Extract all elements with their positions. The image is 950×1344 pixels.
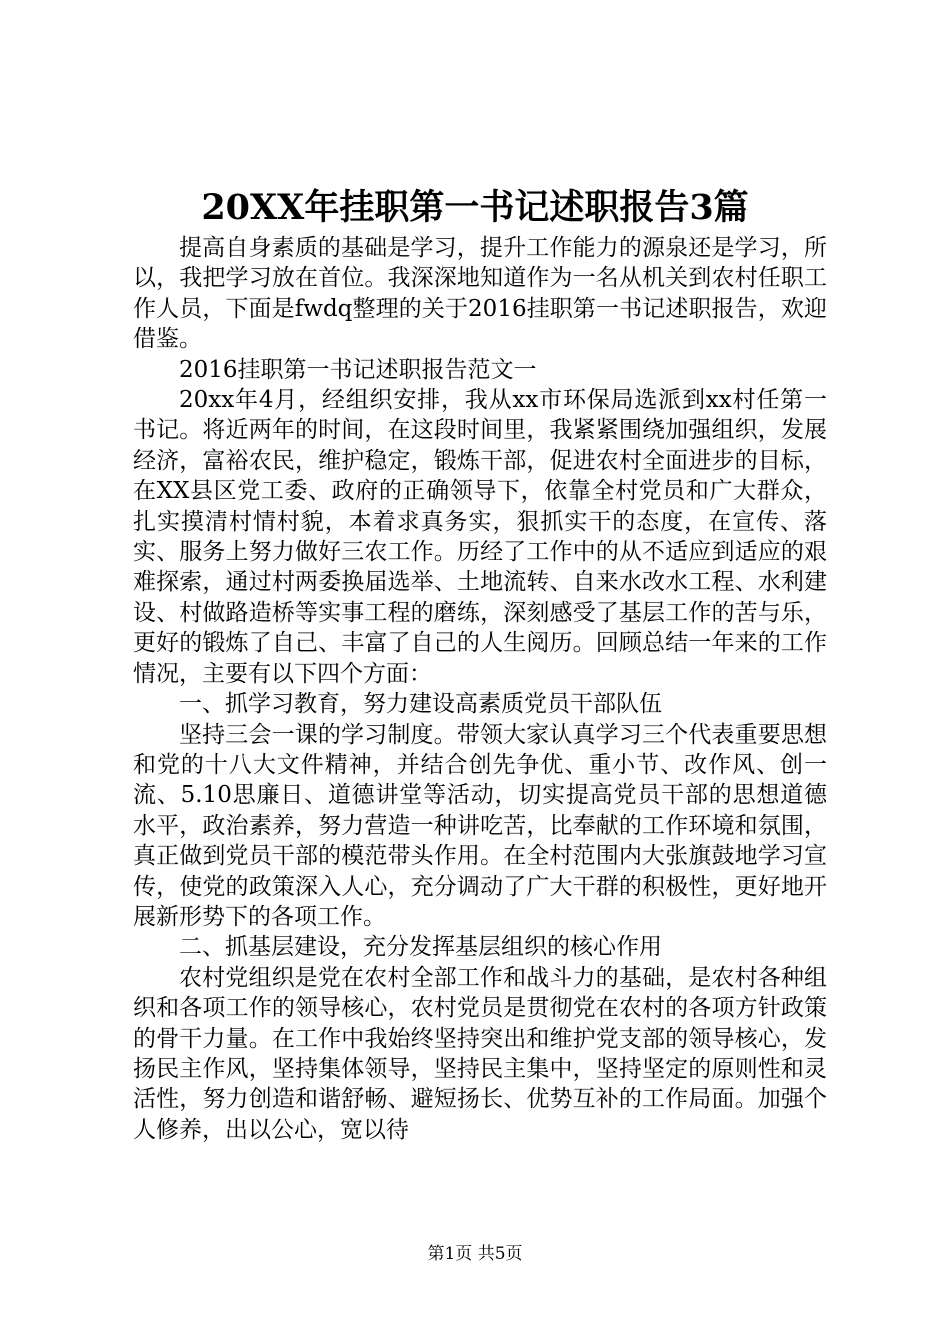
section-heading-study: 一、抓学习教育，努力建设高素质党员干部队伍 xyxy=(179,691,662,718)
page-number-footer: 第1页 共5页 xyxy=(427,1244,523,1264)
section-heading-grassroots: 二、抓基层建设，充分发挥基层组织的核心作用 xyxy=(179,934,662,961)
body-paragraph: 20xx年4月，经组织安排，我从xx市环保局选派到xx村任第一书记。将近两年的时间，在这段时间里，我紧紧围绕加强组织，发展经济，富裕农民，维护稳定，锻炼干部，促进农村全面进步的目标，在XX县区党工委、政府的正确领导下，依靠全村党员和广大群众，扎实摸清村情村貌，本着求真务实，狠抓实干的态度，在宣传、落实、服务上努力做好三农工作。历经了工作中的从不适应到适应的艰难探索，通过村两委换届选举、土地流转、自来水改水工程、水利建设、村做路造桥等实事工程的磨练，深刻感受了基层工作的苦与乐，更好的锻炼了自己、丰富了自己的人生阅历。回顾总结一年来的工作情况，主要有以下四个方面： xyxy=(133,387,827,687)
intro-paragraph: 提高自身素质的基础是学习，提升工作能力的源泉还是学习，所以，我把学习放在首位。我深深地知道作为一名从机关到农村任职工作人员，下面是fwdq整理的关于2016挂职第一书记述职报告，欢迎借鉴。 xyxy=(133,235,827,353)
body-paragraph: 农村党组织是党在农村全部工作和战斗力的基础，是农村各种组织和各项工作的领导核心，农村党员是贯彻党在农村的各项方针政策的骨干力量。在工作中我始终坚持突出和维护党支部的领导核心，发扬民主作风，坚持集体领导，坚持民主集中，坚持坚定的原则性和灵活性，努力创造和谐舒畅、避短扬长、优势互补的工作局面。加强个人修养，出以公心，宽以待 xyxy=(133,964,827,1143)
section-heading-sample-one: 2016挂职第一书记述职报告范文一 xyxy=(179,356,537,383)
document-body xyxy=(133,233,827,1145)
document-title: 20XX年挂职第一书记述职报告3篇 xyxy=(201,187,749,228)
body-paragraph: 坚持三会一课的学习制度。带领大家认真学习三个代表重要思想和党的十八大文件精神，并结合创先争优、重小节、改作风、创一流、5.10思廉日、道德讲堂等活动，切实提高党员干部的思想道德水平，政治素养，努力营造一种讲吃苦，比奉献的工作环境和氛围，真正做到党员干部的模范带头作用。在全村范围内大张旗鼓地学习宣传，使党的政策深入人心，充分调动了广大干群的积极性，更好地开展新形势下的各项工作。 xyxy=(133,721,827,930)
